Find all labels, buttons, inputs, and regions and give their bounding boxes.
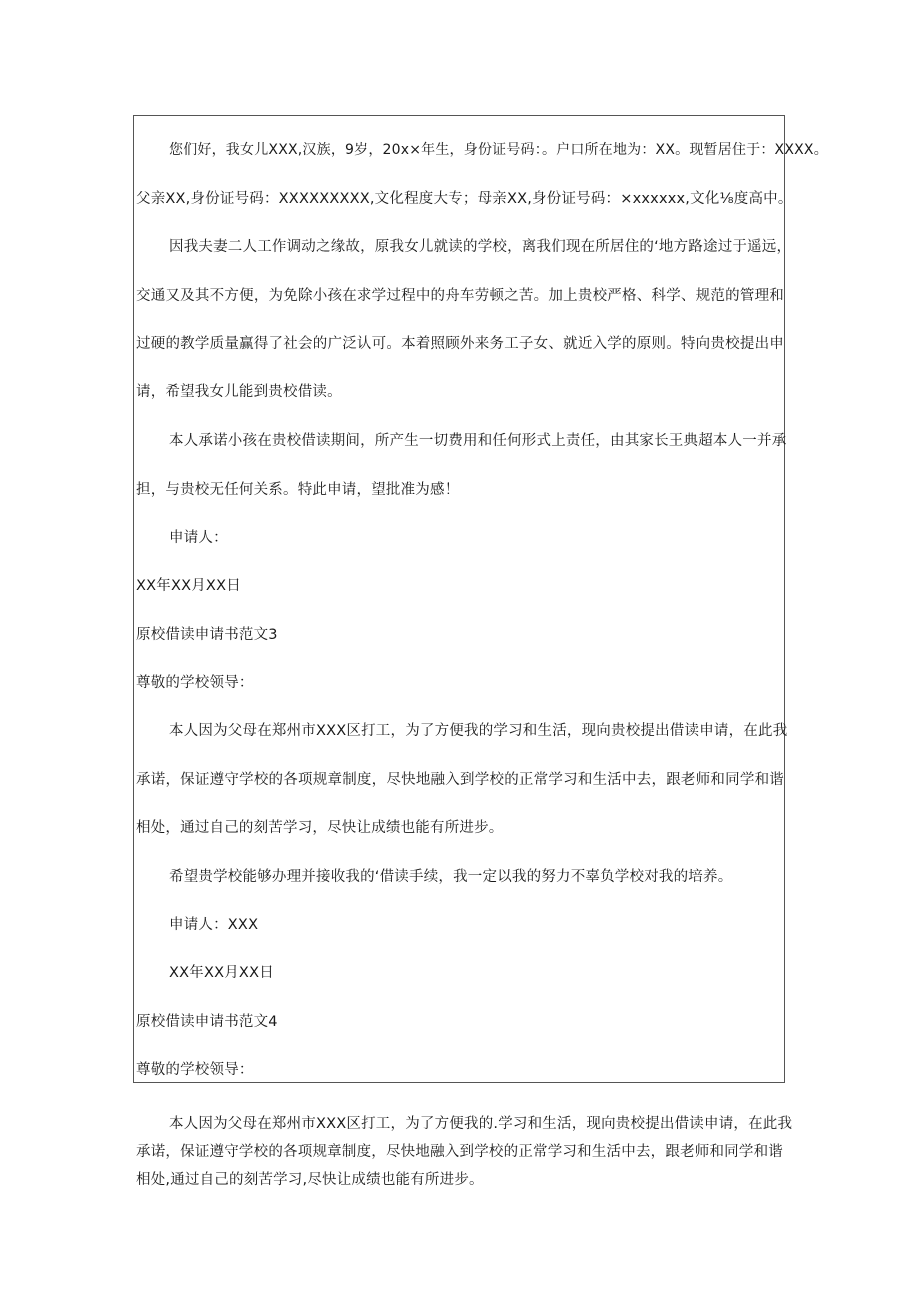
paragraph-line: 本人因为父母在郑州市XXX区打工，为了方便我的学习和生活，现向贵校提出借读申请，在此我 bbox=[169, 723, 788, 739]
paragraph-line: 父亲XX,身份证号码：XXXXXXXXX,文化程度大专；母亲XX,身份证号码：×xxxxxx,文化⅛度高中。 bbox=[136, 191, 793, 207]
date-line: XX年XX月XX日 bbox=[169, 965, 274, 981]
paragraph-line: 承诺，保证遵守学校的各项规章制度，尽快地融入到学校的正常学习和生活中去，跟老师和同学和谐 bbox=[136, 1144, 783, 1160]
section-heading: 原校借读申请书范文4 bbox=[136, 1014, 278, 1030]
salutation: 尊敬的学校领导： bbox=[136, 1062, 254, 1078]
paragraph-line: 交通又及其不方便，为免除小孩在求学过程中的舟车劳顿之苦。加上贵校严格、科学、规范的管理和 bbox=[136, 288, 784, 304]
paragraph-line: 本人承诺小孩在贵校借读期间，所产生一切费用和任何形式上责任，由其家长王典超本人一并承 bbox=[169, 433, 787, 449]
paragraph-line: 希望贵学校能够办理并接收我的‘借读手续，我一定以我的努力不辜负学校对我的培养。 bbox=[169, 869, 733, 885]
applicant-label: 申请人： bbox=[169, 530, 228, 546]
paragraph-line: 担，与贵校无任何关系。特此申请，望批准为感！ bbox=[136, 482, 460, 498]
paragraph-line: 过硬的教学质量赢得了社会的广泛认可。本着照顾外来务工子女、就近入学的原则。特向贵校提出申 bbox=[136, 336, 784, 352]
paragraph-line: 相处，通过自己的刻苦学习，尽快让成绩也能有所进步。 bbox=[136, 820, 504, 836]
document-frame bbox=[133, 115, 793, 1083]
paragraph-line: 承诺，保证遵守学校的各项规章制度，尽快地融入到学校的正常学习和生活中去，跟老师和同学和谐 bbox=[136, 772, 784, 788]
paragraph-line: 相处,通过自己的刻苦学习,尽快让成绩也能有所进步。 bbox=[136, 1172, 484, 1188]
paragraph-line: 您们好，我女儿XXX,汉族，9岁，20x×年生，身份证号码：。户口所在地为：XX。现暂居住于：XXXX。 bbox=[169, 142, 828, 158]
paragraph-line: 因我夫妻二人工作调动之缘故，原我女儿就读的学校，离我们现在所居住的‘地方路途过于遥远， bbox=[169, 239, 792, 255]
paragraph-line: 请，希望我女儿能到贵校借读。 bbox=[136, 384, 342, 400]
applicant-signature: 申请人：XXX bbox=[169, 917, 259, 933]
section-heading: 原校借读申请书范文3 bbox=[136, 627, 278, 643]
date-line: XX年XX月XX日 bbox=[136, 578, 241, 594]
salutation: 尊敬的学校领导： bbox=[136, 675, 254, 691]
paragraph-line: 本人因为父母在郑州市XXX区打工，为了方便我的.学习和生活，现向贵校提出借读申请，在此我 bbox=[169, 1116, 793, 1132]
